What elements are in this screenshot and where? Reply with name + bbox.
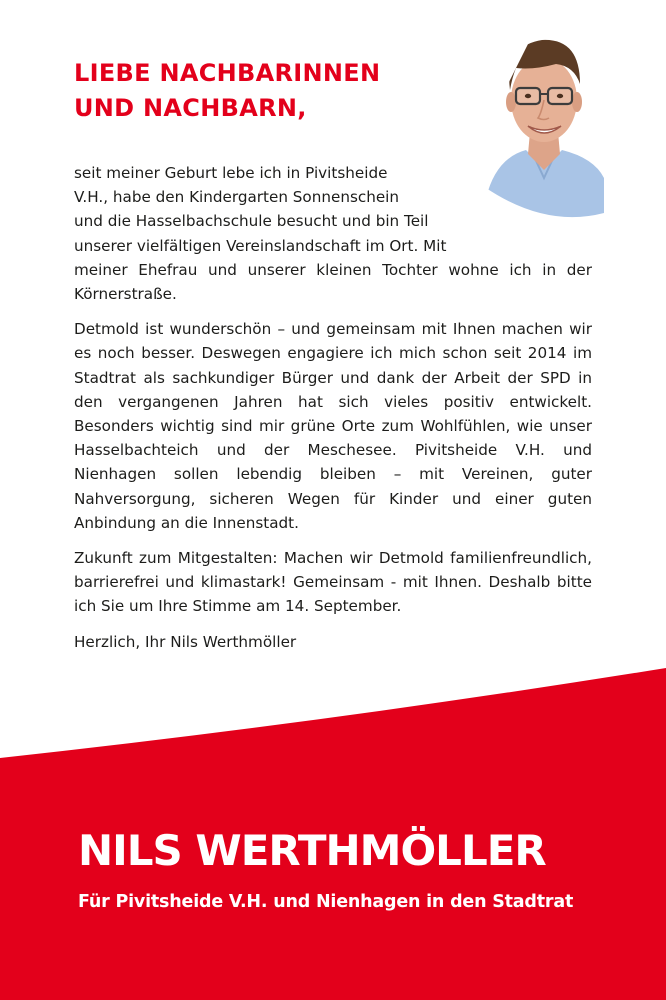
candidate-name: NILS WERTHMÖLLER: [78, 826, 546, 875]
signature: Herzlich, Ihr Nils Werthmöller: [74, 632, 297, 651]
paragraph-detmold: Detmold ist wunderschön – und gemeinsam mit Ihnen machen wir es noch besser. Deswegen engagiere ich mich schon seit 2014 im Stadtrat als sachkundiger Bürger und dank der Arbeit der SPD in den vergangenen Jahren hat sich vieles positiv entwickelt. Besonders wichtig sind mir grüne Orte zum Wohlfühlen, wie unser Hasselbachteich und der Meschesee. Pivitsheide V.H. und Nienhagen sollen lebendig bleiben – mit Vereinen, guter Nahversorgung, sicheren Wegen für Kinder und einer guten Anbindung an die Innenstadt.: [74, 320, 592, 532]
intro-line-4: unserer vielfältigen Vereinslandschaft im Ort. Mit: [74, 236, 447, 255]
candidate-subtitle: Für Pivitsheide V.H. und Nienhagen in den Stadtrat: [78, 892, 574, 912]
intro-line-3: und die Hasselbachschule besucht und bin Teil: [74, 212, 429, 231]
headline: [74, 56, 380, 126]
intro-rest: meiner Ehefrau und unserer kleinen Tochter wohne ich in der Körnerstraße.: [74, 260, 592, 304]
intro-line-1: seit meiner Geburt lebe ich in Pivitsheide: [74, 164, 388, 182]
headline-line-2: UND NACHBARN,: [74, 94, 307, 122]
paragraph-intro: [74, 161, 592, 306]
paragraph-future: Zukunft zum Mitgestalten: Machen wir Detmold familienfreundlich, barrierefrei und klimastark! Gemeinsam - mit Ihnen. Deshalb bitte ich Sie um Ihre Stimme am 14. September.: [74, 549, 592, 616]
headline-line-1: LIEBE NACHBARINNEN: [74, 59, 381, 87]
intro-line-2: V.H., habe den Kindergarten Sonnenschein: [74, 188, 400, 207]
letter-body: [74, 161, 592, 654]
